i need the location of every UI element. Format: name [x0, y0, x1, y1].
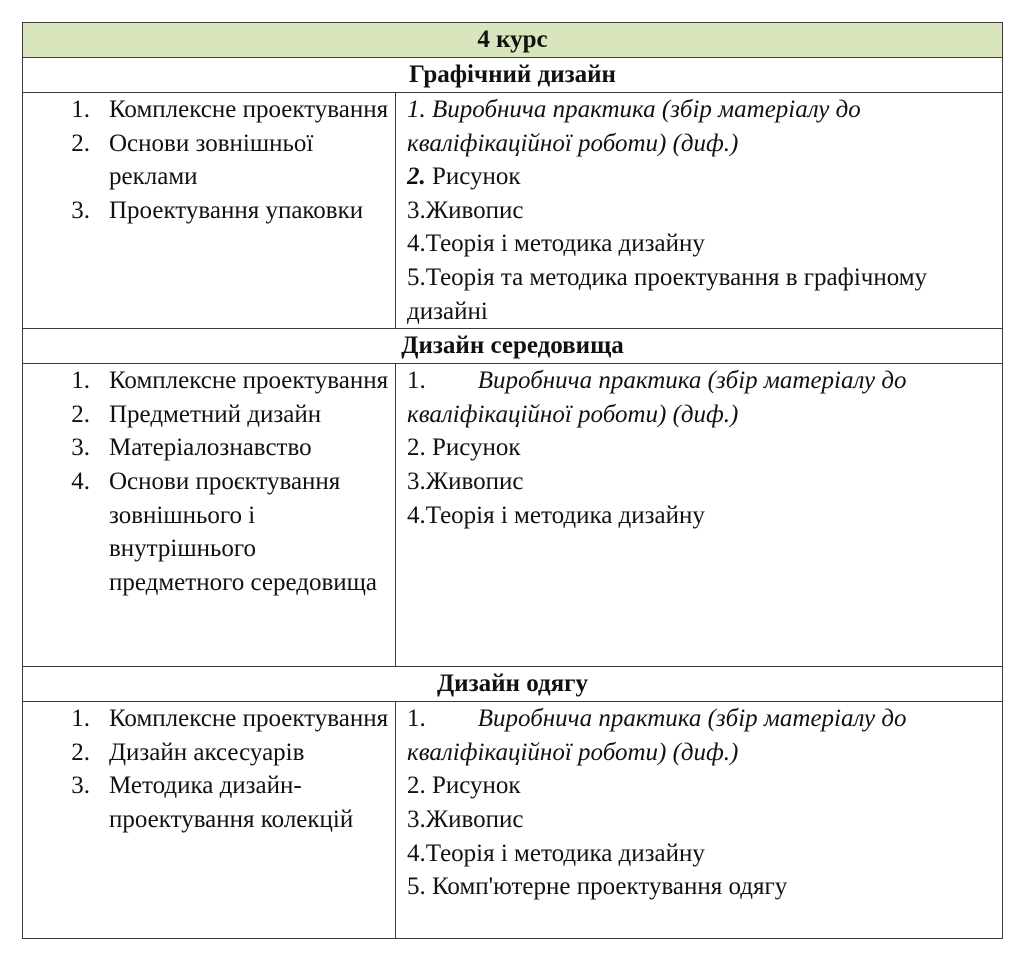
list-item: 1. Виробнича практика (збір матеріалу до кваліфікаційної роботи) (диф.) — [407, 367, 907, 428]
section-title: Дизайн середовища — [23, 329, 1003, 364]
list-item: 1. Виробнича практика (збір матеріалу до кваліфікаційної роботи) (диф.) — [407, 705, 907, 766]
list-item: 4.Теорія і методика дизайну — [407, 230, 705, 258]
course-title: 4 курс — [23, 23, 1003, 58]
curriculum-table — [22, 22, 1003, 939]
list-item: 3.Живопис — [407, 805, 524, 833]
disciplines-cell — [23, 364, 396, 667]
section-title: Дизайн одягу — [23, 667, 1003, 702]
course-header-row — [23, 23, 1003, 58]
list-item: 2. Рисунок — [407, 772, 521, 800]
list-item: 2. Дизайн аксесуарів — [71, 738, 305, 766]
discipline-list — [23, 93, 395, 227]
list-item: 2. Предметний дизайн — [71, 400, 322, 428]
section-title: Графічний дизайн — [23, 58, 1003, 93]
section-title-row — [23, 329, 1003, 364]
list-item: 3. Методика дизайн-проектування колекцій — [71, 772, 354, 833]
section-title-row — [23, 667, 1003, 702]
list-item: 2. Рисунок — [407, 163, 521, 191]
list-item: 1. Комплексне проектування — [71, 96, 389, 123]
list-item: 5. Комп'ютерне проектування одягу — [407, 873, 788, 901]
list-item: 1. Комплексне проектування — [71, 705, 389, 733]
list-item: 3. Проектування упаковки — [71, 196, 364, 224]
list-item: 5.Теорія та методика проектування в графічному дизайні — [407, 263, 928, 325]
practice-cell — [396, 93, 1003, 329]
list-item: 1. Виробнича практика (збір матеріалу до кваліфікаційної роботи) (диф.) — [407, 96, 861, 157]
list-item: 4.Теорія і методика дизайну — [407, 839, 705, 867]
discipline-list — [23, 702, 395, 836]
section-body-row — [23, 364, 1003, 667]
list-item: 2. Основи зовнішньої реклами — [71, 129, 314, 191]
disciplines-cell — [23, 702, 396, 939]
list-item: 4.Теорія і методика дизайну — [407, 501, 705, 529]
list-item: 4. Основи проєктування зовнішнього і внутрішнього предметного середовища — [71, 467, 377, 596]
list-item: 3.Живопис — [407, 467, 524, 495]
section-body-row — [23, 93, 1003, 329]
list-item: 3.Живопис — [407, 196, 524, 224]
section-body-row — [23, 702, 1003, 939]
list-item: 2. Рисунок — [407, 434, 521, 462]
practice-cell — [396, 364, 1003, 667]
discipline-list — [23, 364, 395, 599]
list-item: 1. Комплексне проектування — [71, 367, 389, 395]
practice-cell — [396, 702, 1003, 939]
disciplines-cell — [23, 93, 396, 329]
section-title-row — [23, 58, 1003, 93]
list-item: 3. Матеріалознавство — [71, 434, 312, 462]
